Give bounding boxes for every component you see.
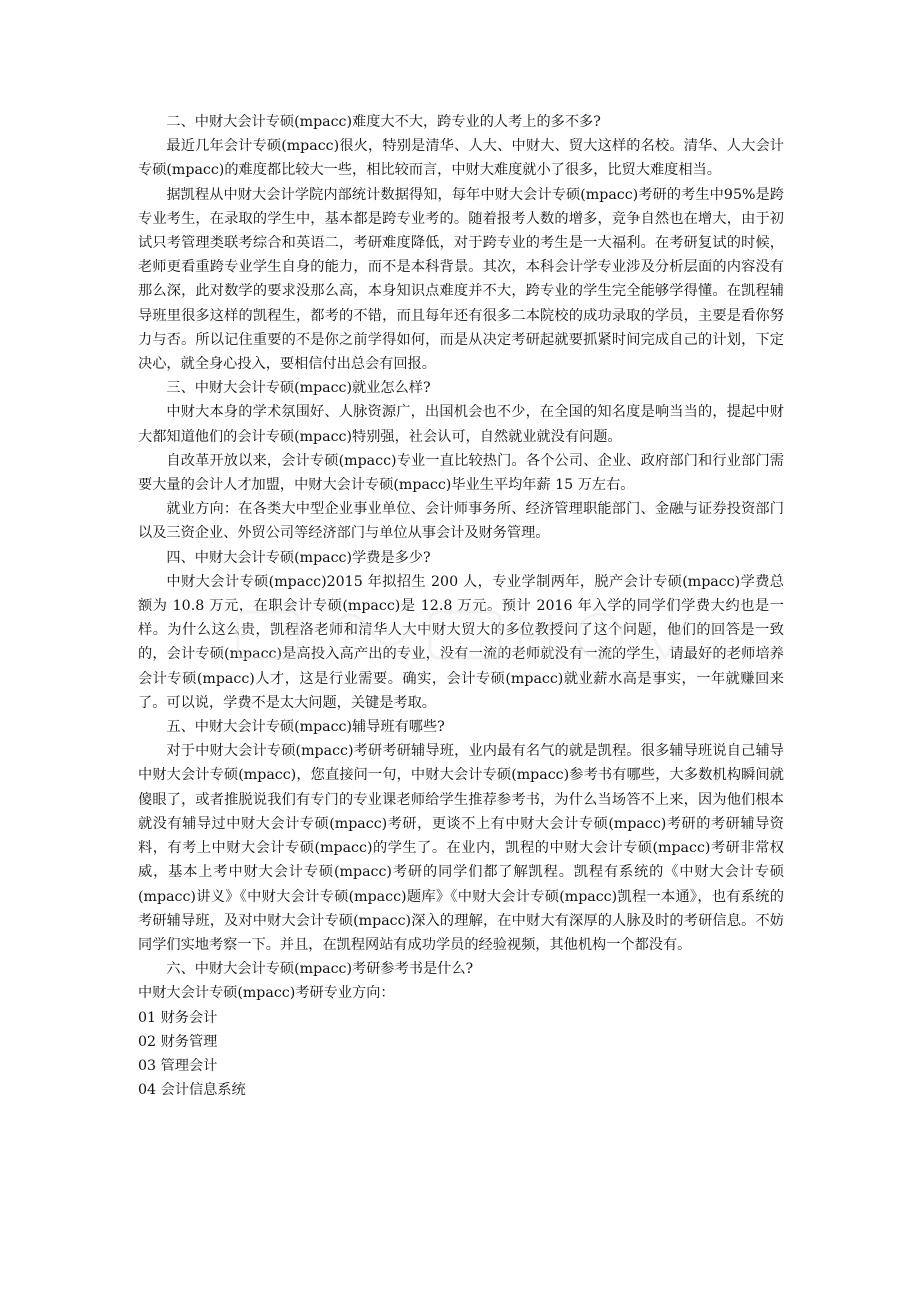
direction-item: 02 财务管理	[138, 1033, 218, 1050]
section-heading-2: 二、中财大会计专硕(mpacc)难度大不大，跨专业的人考上的多不多?	[166, 114, 601, 130]
directions-intro: 中财大会计专硕(mpacc)考研专业方向：	[138, 985, 395, 1002]
paragraph: 最近几年会计专硕(mpacc)很火，特别是清华、人大、中财大、贸大这样的名校。清华、人大会计专硕(mpacc)的难度都比较大一些，相比较而言，中财大难度就小了很多，比贸大难度相当。	[138, 138, 784, 179]
paragraph: 就业方向：在各类大中型企业事业单位、会计师事务所、经济管理职能部门、金融与证券投资部门以及三资企业、外贸公司等经济部门与单位从事会计及财务管理。	[138, 501, 784, 542]
section-heading-5: 五、中财大会计专硕(mpacc)辅导班有哪些?	[166, 719, 445, 736]
paragraph: 中财大本身的学术氛围好、人脉资源广，出国机会也不少，在全国的知名度是响当当的，提起中财大都知道他们的会计专硕(mpacc)特别强，社会认可，自然就业就没有问题。	[138, 404, 784, 445]
section-heading-3: 三、中财大会计专硕(mpacc)就业怎么样?	[166, 380, 431, 397]
direction-item: 04 会计信息系统	[138, 1082, 246, 1099]
direction-item: 01 财务会计	[138, 1009, 218, 1026]
section-heading-6: 六、中财大会计专硕(mpacc)考研参考书是什么?	[166, 961, 474, 978]
paragraph: 据凯程从中财大会计学院内部统计数据得知，每年中财大会计专硕(mpacc)考研的考生中95%是跨专业考生，在录取的学生中，基本都是跨专业考的。随着报考人数的增多，竞争自然也在增大，由于初试只考管理类联考综合和英语二，考研难度降低，对于跨专业的考生是一大福利。在考研复试的时候，老师更看重跨专业学生自身的能力，而不是本科背景。其次，本科会计学专业涉及分析层面的内容没有那么深，此对数学的要求没那么高，本身知识点难度并不大，跨专业的学生完全能够学得懂。在凯程辅导班里很多这样的凯程生，都考的不错，而且每年还有很多二本院校的成功录取的学员，主要是看你努力与否。所以记住重要的不是你之前学得如何，而是从决定考研起就要抓紧时间完成自己的计划，下定决心，就全身心投入，要相信付出总会有回报。	[138, 186, 784, 373]
direction-item: 03 管理会计	[138, 1057, 218, 1074]
document-body	[138, 110, 784, 1102]
paragraph: 中财大会计专硕(mpacc)2015 年拟招生 200 人，专业学制两年，脱产会计专硕(mpacc)学费总额为 10.8 万元，在职会计专硕(mpacc)是 12.8 万元。预计 2016 年入学的同学们学费大约也是一样。为什么这么贵，凯程洛老师和清华人大中财大贸大的多位教授问了这个问题，他们的回答是一致的，会计专硕(mpacc)是高投入高产出的专业，没有一流的老师就没有一流的学生，请最好的老师培养会计专硕(mpacc)人才，这是行业需要。确实，会计专硕(mpacc)就业薪水高是事实，一年就赚回来了。可以说，学费不是太大问题，关键是考取。	[138, 573, 784, 711]
section-heading-4: 四、中财大会计专硕(mpacc)学费是多少?	[166, 549, 431, 566]
paragraph: 对于中财大会计专硕(mpacc)考研考研辅导班，业内最有名气的就是凯程。很多辅导班说自己辅导中财大会计专硕(mpacc)，您直接问一句，中财大会计专硕(mpacc)参考书有哪些，大多数机构瞬间就傻眼了，或者推脱说我们有专门的专业课老师给学生推荐参考书，为什么当场答不上来，因为他们根本就没有辅导过中财大会计专硕(mpacc)考研，更谈不上有中财大会计专硕(mpacc)考研的考研辅导资料，有考上中财大会计专硕(mpacc)的学生了。在业内，凯程的中财大会计专硕(mpacc)考研非常权威，基本上考中财大会计专硕(mpacc)考研的同学们都了解凯程。凯程有系统的《中财大会计专硕(mpacc)讲义》《中财大会计专硕(mpacc)题库》《中财大会计专硕(mpacc)凯程一本通》，也有系统的考研辅导班，及对中财大会计专硕(mpacc)深入的理解，在中财大有深厚的人脉及时的考研信息。不妨同学们实地考察一下。并且，在凯程网站有成功学员的经验视频，其他机构一个都没有。	[138, 743, 784, 953]
paragraph: 自改革开放以来，会计专硕(mpacc)专业一直比较热门。各个公司、企业、政府部门和行业部门需要大量的会计人才加盟，中财大会计专硕(mpacc)毕业生平均年薪 15 万左右。	[138, 452, 784, 494]
